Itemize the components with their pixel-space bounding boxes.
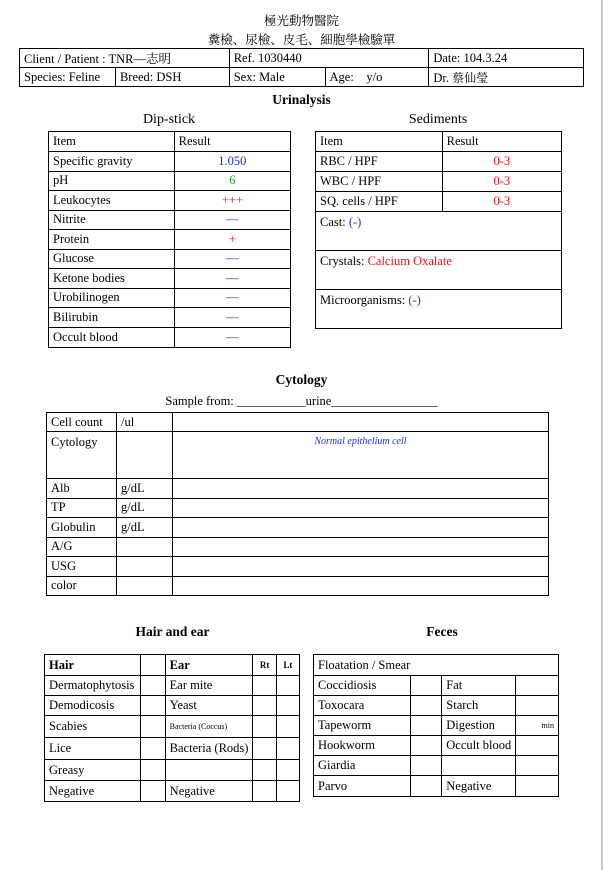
cytology-unit <box>116 557 172 577</box>
ear-rt-header: Rt <box>253 655 276 676</box>
cytology-value <box>172 498 548 518</box>
feces-item: Fat <box>442 676 516 696</box>
dipstick-item: Specific gravity <box>49 152 175 172</box>
ear-item: Yeast <box>165 696 253 716</box>
feces-check <box>516 736 559 756</box>
feces-check <box>516 756 559 776</box>
ear-lt-header: Lt <box>276 655 299 676</box>
dipstick-result: — <box>174 249 290 269</box>
ear-item: Bacteria (Rods) <box>165 738 253 760</box>
cast-label: Cast: <box>320 215 346 229</box>
feces-item <box>442 756 516 776</box>
ear-rt-check <box>253 781 276 802</box>
cytology-value <box>172 518 548 538</box>
feces-check <box>516 776 559 797</box>
digestion-min: min <box>516 716 559 736</box>
cytology-value <box>172 413 548 432</box>
hair-check <box>140 655 165 676</box>
dipstick-result: 6 <box>174 171 290 191</box>
ear-item: Ear mite <box>165 676 253 696</box>
sediment-item: RBC / HPF <box>316 152 443 172</box>
hair-item: Demodicosis <box>45 696 141 716</box>
dipstick-result: — <box>174 288 290 308</box>
dipstick-result: — <box>174 269 290 289</box>
cytology-unit: g/dL <box>116 479 172 499</box>
hair-check <box>140 676 165 696</box>
cytology-value <box>172 537 548 557</box>
feces-item: Tapeworm <box>314 716 411 736</box>
dipstick-table <box>48 131 291 348</box>
ear-lt-check <box>276 676 299 696</box>
age-unit: y/o <box>366 69 383 84</box>
sample-from <box>0 394 603 409</box>
hair-check <box>140 781 165 802</box>
dipstick-item: Urobilinogen <box>49 288 175 308</box>
dipstick-item: Ketone bodies <box>49 269 175 289</box>
sediment-item: SQ. cells / HPF <box>316 192 443 212</box>
hair-check <box>140 716 165 738</box>
microorganisms-cell <box>316 290 562 329</box>
urinalysis-title: Urinalysis <box>272 92 331 107</box>
feces-item: Giardia <box>314 756 411 776</box>
dipstick-title: Dip-stick <box>142 112 196 127</box>
ear-lt-check <box>276 716 299 738</box>
cytology-label: USG <box>47 557 117 577</box>
feces-item: Coccidiosis <box>314 676 411 696</box>
cytology-value <box>172 557 548 577</box>
cytology-label: A/G <box>47 537 117 557</box>
cast-value: (-) <box>348 215 362 229</box>
feces-check <box>410 736 442 756</box>
client-patient: Client / Patient : TNR—志明 <box>20 49 230 68</box>
dipstick-item: Occult blood <box>49 327 175 347</box>
cytology-unit: g/dL <box>116 498 172 518</box>
sample-from-label: Sample from: ___________ <box>165 394 306 408</box>
sediment-result: 0-3 <box>442 172 561 192</box>
species: Species: Feline <box>20 68 116 87</box>
ear-item: Negative <box>165 781 253 802</box>
cast-cell <box>316 212 562 251</box>
dipstick-result: — <box>174 210 290 230</box>
cytology-unit: /ul <box>116 413 172 432</box>
hair-check <box>140 696 165 716</box>
hair-item: Scabies <box>45 716 141 738</box>
ear-lt-check <box>276 760 299 781</box>
cytology-table <box>46 412 549 596</box>
ear-rt-check <box>253 696 276 716</box>
form-title: 糞檢、尿檢、皮毛、細胞學檢驗單 <box>207 32 396 47</box>
feces-item: Hookworm <box>314 736 411 756</box>
feces-item: Negative <box>442 776 516 797</box>
cytology-label: Cell count <box>47 413 117 432</box>
crystals-value: Calcium Oxalate <box>367 254 452 268</box>
dipstick-col-item: Item <box>49 132 175 152</box>
dipstick-item: Leukocytes <box>49 191 175 211</box>
dipstick-result: 1.050 <box>174 152 290 172</box>
ear-rt-check <box>253 760 276 781</box>
feces-item: Toxocara <box>314 696 411 716</box>
age <box>325 68 429 87</box>
hair-ear-title: Hair and ear <box>135 624 210 639</box>
doctor <box>429 68 584 87</box>
dipstick-result: — <box>174 308 290 328</box>
dipstick-item: pH <box>49 171 175 191</box>
hair-check <box>140 760 165 781</box>
cytology-value: Normal epithelium cell <box>172 432 548 479</box>
ear-rt-check <box>253 716 276 738</box>
hair-check <box>140 738 165 760</box>
ear-lt-check <box>276 738 299 760</box>
feces-item: Starch <box>442 696 516 716</box>
feces-check <box>516 676 559 696</box>
ear-item: Bacteria (Coccus) <box>165 716 253 738</box>
cytology-unit <box>116 576 172 596</box>
sediments-title: Sediments <box>408 112 468 127</box>
crystals-cell <box>316 251 562 290</box>
cytology-unit <box>116 432 172 479</box>
feces-header: Floatation / Smear <box>314 655 559 676</box>
feces-item: Parvo <box>314 776 411 797</box>
sediments-col-item: Item <box>316 132 443 152</box>
sample-from-value: urine <box>305 394 332 408</box>
hair-item: Negative <box>45 781 141 802</box>
cytology-label: Alb <box>47 479 117 499</box>
sample-from-line: _________________ <box>331 394 438 408</box>
ear-rt-check <box>253 676 276 696</box>
ear-lt-check <box>276 781 299 802</box>
cytology-label: color <box>47 576 117 596</box>
sediment-item: WBC / HPF <box>316 172 443 192</box>
dipstick-result: + <box>174 230 290 250</box>
sediment-result: 0-3 <box>442 152 561 172</box>
dipstick-item: Glucose <box>49 249 175 269</box>
sediments-table <box>315 131 562 329</box>
hair-item: Lice <box>45 738 141 760</box>
hair-header: Hair <box>45 655 141 676</box>
cytology-label: Globulin <box>47 518 117 538</box>
hair-ear-table <box>44 654 300 802</box>
feces-check <box>516 696 559 716</box>
cytology-label: TP <box>47 498 117 518</box>
sediment-result: 0-3 <box>442 192 561 212</box>
exam-date: Date: 104.3.24 <box>429 49 584 68</box>
feces-check <box>410 716 442 736</box>
age-label: Age: <box>329 69 354 84</box>
ear-item <box>165 760 253 781</box>
doctor-label: Dr. <box>433 70 449 85</box>
dipstick-col-result: Result <box>174 132 290 152</box>
microorganisms-label: Microorganisms: <box>320 293 406 307</box>
cytology-value <box>172 576 548 596</box>
cytology-title: Cytology <box>275 372 328 387</box>
hair-item: Greasy <box>45 760 141 781</box>
feces-check <box>410 756 442 776</box>
breed: Breed: DSH <box>115 68 229 87</box>
microorganisms-value: (-) <box>408 293 421 307</box>
ear-header: Ear <box>165 655 253 676</box>
cytology-label: Cytology <box>47 432 117 479</box>
hair-item: Dermatophytosis <box>45 676 141 696</box>
dipstick-result: — <box>174 327 290 347</box>
cytology-value <box>172 479 548 499</box>
feces-item: Occult blood <box>442 736 516 756</box>
sediments-col-result: Result <box>442 132 561 152</box>
dipstick-result: +++ <box>174 191 290 211</box>
feces-table <box>313 654 559 797</box>
dipstick-item: Nitrite <box>49 210 175 230</box>
feces-check <box>410 676 442 696</box>
sex: Sex: Male <box>229 68 325 87</box>
hospital-name: 極光動物醫院 <box>263 13 339 28</box>
crystals-label: Crystals: <box>320 254 365 268</box>
feces-item: Digestion <box>442 716 516 736</box>
doctor-name: 蔡仙瑩 <box>452 70 489 85</box>
feces-check <box>410 696 442 716</box>
ref-number: Ref. 1030440 <box>229 49 429 68</box>
dipstick-item: Bilirubin <box>49 308 175 328</box>
ear-lt-check <box>276 696 299 716</box>
dipstick-item: Protein <box>49 230 175 250</box>
patient-info-table <box>19 48 584 87</box>
ear-rt-check <box>253 738 276 760</box>
cytology-unit: g/dL <box>116 518 172 538</box>
feces-check <box>410 776 442 797</box>
feces-title: Feces <box>426 624 458 639</box>
cytology-unit <box>116 537 172 557</box>
